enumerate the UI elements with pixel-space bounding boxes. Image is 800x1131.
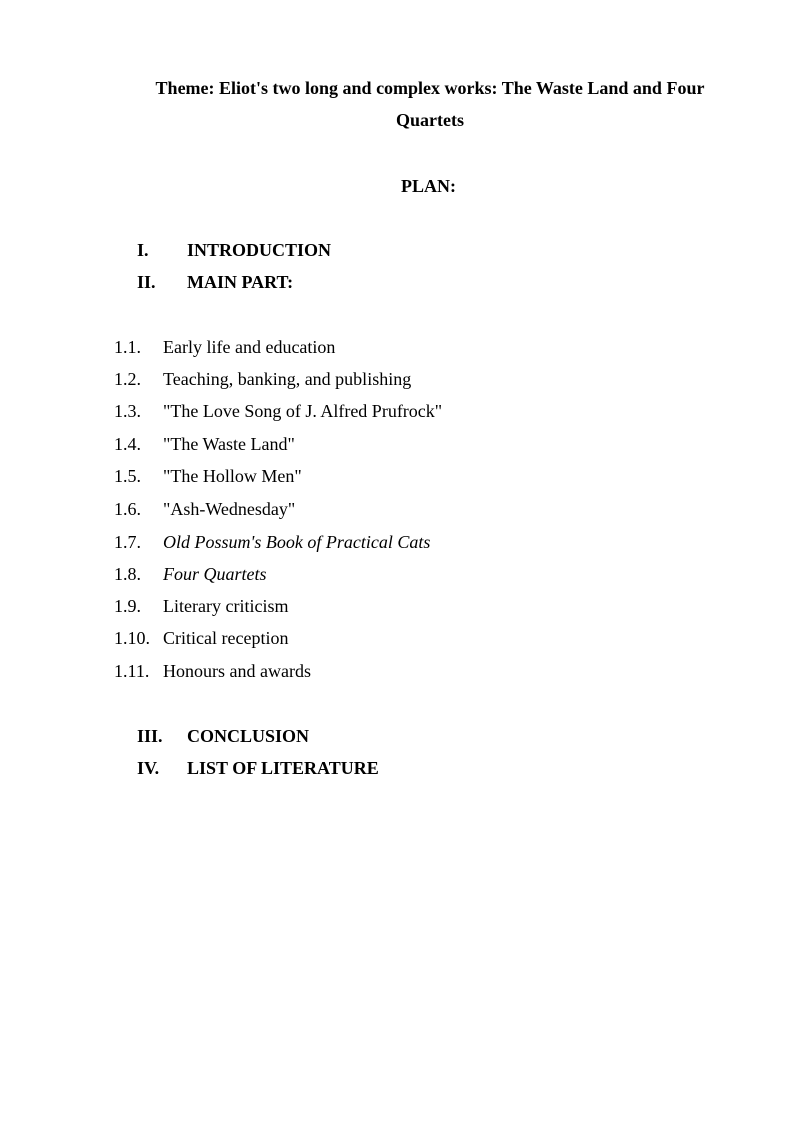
section-label: MAIN PART:: [187, 272, 294, 292]
section-label: INTRODUCTION: [187, 240, 332, 260]
subsection-item: [114, 493, 295, 525]
section-label: CONCLUSION: [187, 726, 310, 746]
subsection-item: [114, 395, 442, 427]
subsection-label: Honours and awards: [163, 661, 311, 681]
section-number: IV.: [137, 758, 160, 778]
subsection-label: Critical reception: [163, 628, 289, 648]
subsection-number: 1.3.: [114, 401, 141, 421]
section-number: I.: [137, 240, 149, 260]
subsection-number: 1.5.: [114, 466, 141, 486]
subsection-label: "The Love Song of J. Alfred Prufrock": [163, 401, 443, 421]
document-title: Theme: Eliot's two long and complex works: The Waste Land and Four Quartets: [155, 78, 705, 130]
subsection-number: 1.4.: [114, 434, 141, 454]
subsection-number: 1.2.: [114, 369, 141, 389]
section-introduction: [137, 234, 331, 266]
subsection-item: [114, 655, 311, 687]
subsection-label: "The Hollow Men": [163, 466, 302, 486]
section-main-part: [137, 266, 293, 298]
section-label: LIST OF LITERATURE: [187, 758, 379, 778]
subsection-number: 1.9.: [114, 596, 141, 616]
subsection-label: Old Possum's Book of Practical Cats: [163, 532, 431, 552]
subsection-item: [114, 331, 335, 363]
plan-heading: PLAN:: [401, 176, 456, 196]
subsection-number: 1.8.: [114, 564, 141, 584]
section-conclusion: [137, 720, 309, 752]
subsection-item: [114, 622, 288, 654]
subsection-label: Teaching, banking, and publishing: [163, 369, 412, 389]
subsection-number: 1.1.: [114, 337, 141, 357]
subsection-item: [114, 460, 302, 492]
subsection-item: [114, 558, 267, 590]
subsection-label: "Ash-Wednesday": [163, 499, 296, 519]
section-list-of-literature: [137, 752, 379, 784]
subsection-label: "The Waste Land": [163, 434, 295, 454]
subsection-number: 1.10.: [114, 628, 150, 648]
subsection-label: Literary criticism: [163, 596, 289, 616]
subsection-item: [114, 363, 411, 395]
section-number: III.: [137, 726, 163, 746]
section-number: II.: [137, 272, 156, 292]
subsection-label: Early life and education: [163, 337, 336, 357]
subsection-item: [114, 526, 430, 558]
subsection-item: [114, 590, 288, 622]
subsection-label: Four Quartets: [163, 564, 267, 584]
subsection-number: 1.7.: [114, 532, 141, 552]
subsection-number: 1.6.: [114, 499, 141, 519]
subsection-item: [114, 428, 295, 460]
subsection-number: 1.11.: [114, 661, 150, 681]
